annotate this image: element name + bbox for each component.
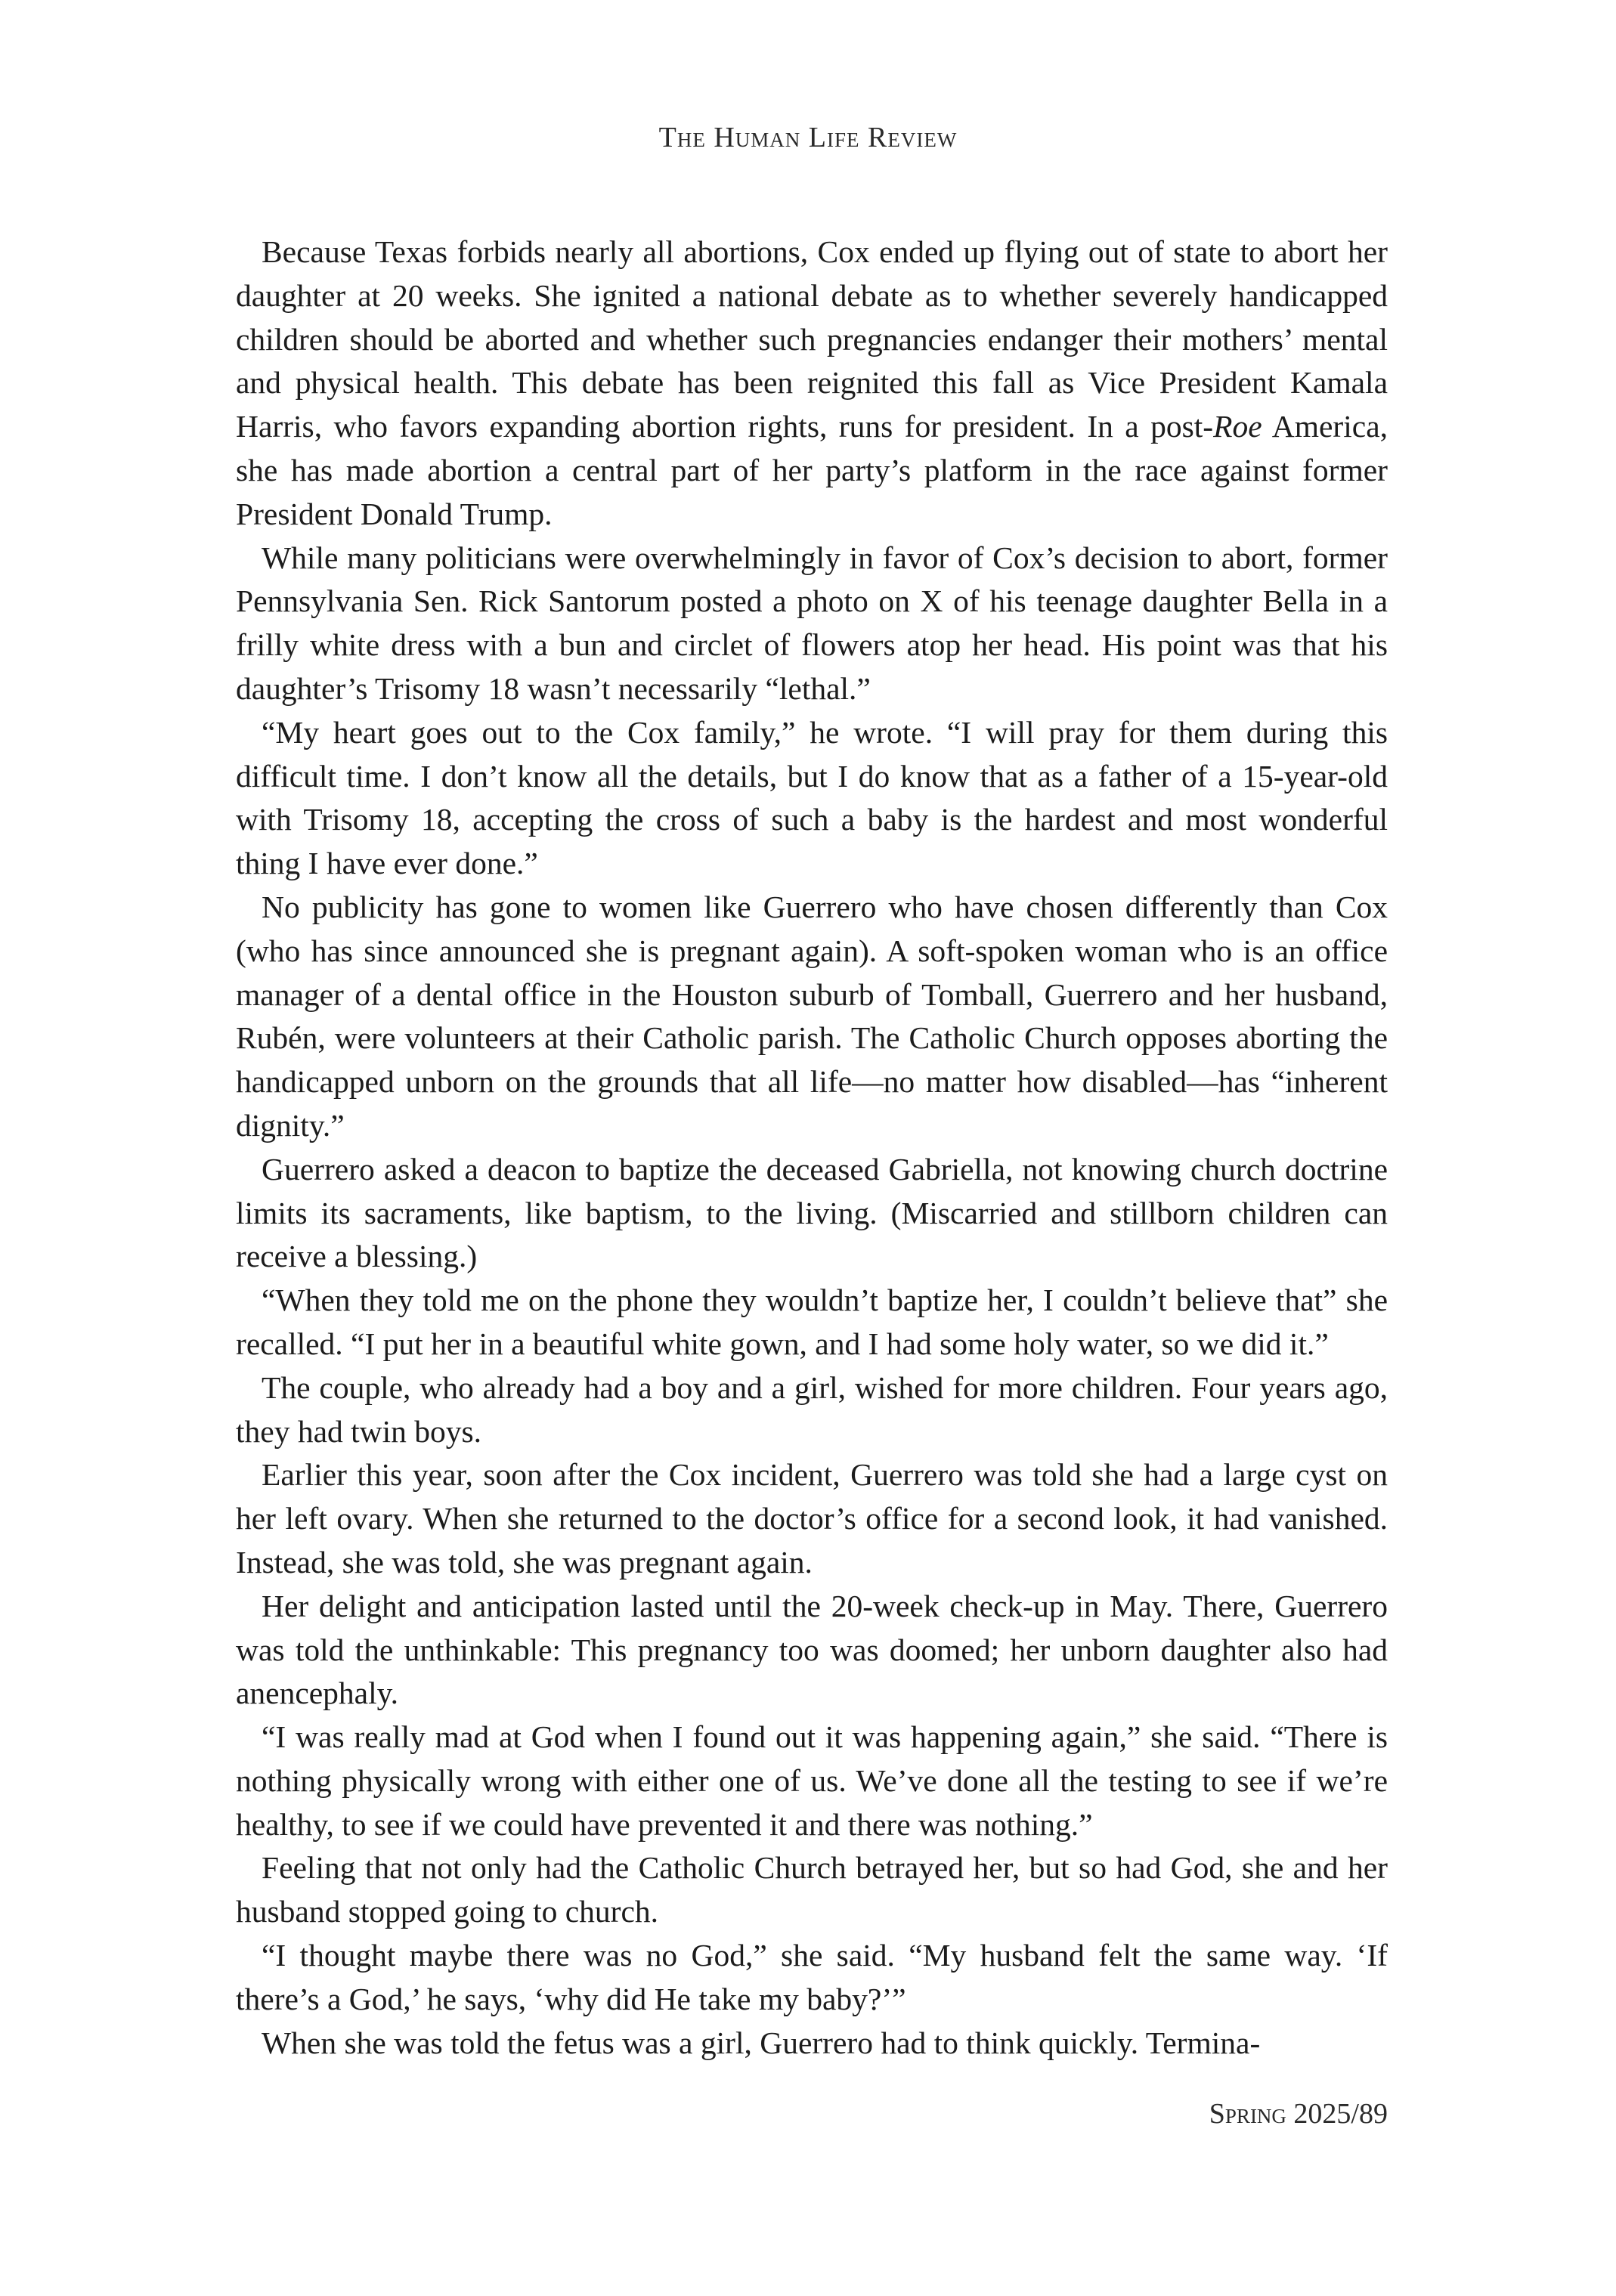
article-body (236, 231, 1388, 2065)
paragraph-13: When she was told the fetus was a girl, Guerrero had to think quickly. Termina- (262, 2025, 1261, 2060)
paragraph-7: The couple, who already had a boy and a girl, wished for more children. Four years ago, they had twin boys. (236, 1369, 1388, 1449)
paragraph-10: “I was really mad at God when I found out it was happening again,” she said. “There is nothing physically wrong with either one of us. We’ve done all the testing to see if we’re healthy, to see if we could have prevented it and there was nothing.” (236, 1719, 1388, 1842)
paragraph-3: “My heart goes out to the Cox family,” he wrote. “I will pray for them during this difficult time. I don’t know all the details, but I do know that as a father of a 15-year-old with Trisomy 18, accepting the cross of such a baby is the hardest and most wonderful thing I have ever done.” (236, 714, 1388, 881)
paragraph-1-text-end: America, she has made abortion a central part of her party’s platform in the race against former President Donald Trump. (236, 409, 1388, 531)
paragraph-5: Guerrero asked a deacon to baptize the deceased Gabriella, not knowing church doctrine limits its sacraments, like baptism, to the living. (Miscarried and stillborn children can receive a blessing.) (236, 1151, 1388, 1274)
paragraph-9: Her delight and anticipation lasted until the 20-week check-up in May. There, Guerrero was told the unthinkable: This pregnancy too was doomed; her unborn daughter also had anencephaly. (236, 1588, 1388, 1711)
paragraph-12: “I thought maybe there was no God,” she said. “My husband felt the same way. ‘If there’s a God,’ he says, ‘why did He take my baby?’” (236, 1938, 1388, 2016)
paragraph-1 (236, 231, 1388, 537)
italic-roe: Roe (1213, 409, 1262, 444)
paragraph-11: Feeling that not only had the Catholic Church betrayed her, but so had God, she and her husband stopped going to church. (236, 1850, 1388, 1929)
running-head: The Human Life Review (658, 122, 958, 153)
page-folio: Spring 2025/89 (1209, 2098, 1388, 2130)
paragraph-6: “When they told me on the phone they wouldn’t baptize her, I couldn’t believe that” she recalled. “I put her in a beautiful white gown, and I had some holy water, so we did it.” (236, 1283, 1388, 1361)
paragraph-4: No publicity has gone to women like Guerrero who have chosen differently than Cox (who has since announced she is pregnant again). A soft-spoken woman who is an office manager of a dental office in the Houston suburb of Tomball, Guerrero and her husband, Rubén, were volunteers at their Catholic parish. The Catholic Church opposes aborting the handicapped unborn on the grounds that all life—no matter how disabled—has “inherent dignity.” (236, 889, 1388, 1143)
paragraph-1-text-start: Because Texas forbids nearly all abortions, Cox ended up flying out of state to abort her daughter at 20 weeks. She ignited a national debate as to whether severely handicapped children should be aborted and whether such pregnancies endanger their mothers’ mental and physical health. This debate has been reignited this fall as Vice President Kamala Harris, who favors expanding abortion rights, runs for president. In a post- (236, 234, 1388, 444)
paragraph-2: While many politicians were overwhelmingly in favor of Cox’s decision to abort, former Pennsylvania Sen. Rick Santorum posted a photo on X of his teenage daughter Bella in a frilly white dress with a bun and circlet of flowers atop her head. His point was that his daughter’s Trisomy 18 wasn’t necessarily “lethal.” (236, 540, 1388, 706)
paragraph-8: Earlier this year, soon after the Cox incident, Guerrero was told she had a large cyst on her left ovary. When she returned to the doctor’s office for a second look, it had vanished. Instead, she was told, she was pregnant again. (236, 1457, 1388, 1580)
